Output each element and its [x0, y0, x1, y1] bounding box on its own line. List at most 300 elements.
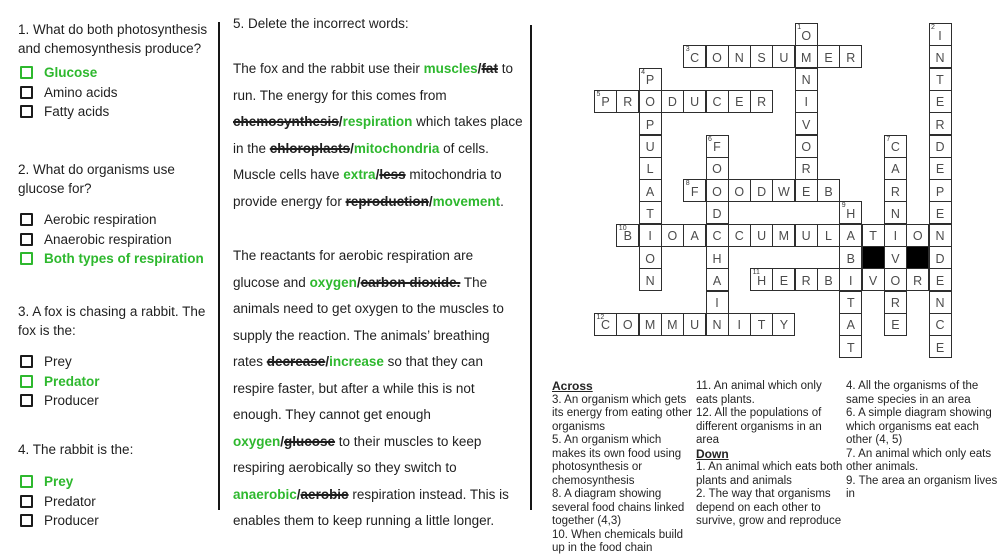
clue-number: 1 — [797, 24, 802, 31]
clue-text: 11. An animal which only eats plants. — [696, 380, 822, 406]
kept-word: extra — [343, 167, 376, 182]
crossword-cell[interactable] — [706, 313, 729, 336]
cell-letter: R — [801, 273, 811, 288]
crossword-cell[interactable] — [639, 246, 662, 269]
cloze-line — [233, 243, 509, 270]
crossword-cell[interactable] — [795, 179, 818, 202]
crossword-cell[interactable] — [795, 90, 818, 113]
cell-letter: C — [600, 318, 611, 333]
crossword-cell[interactable] — [639, 90, 662, 113]
checkbox-icon[interactable] — [20, 86, 33, 99]
crossword-cell[interactable] — [616, 90, 639, 113]
crossword-cell[interactable] — [639, 135, 662, 158]
crossword-cell[interactable] — [929, 112, 952, 135]
crossword-cell[interactable] — [728, 45, 751, 68]
cell-letter: W — [777, 184, 790, 199]
option-label: Prey — [44, 474, 74, 490]
cell-letter: P — [601, 95, 610, 110]
option-label: Predator — [44, 493, 96, 509]
cloze-line — [233, 323, 509, 350]
cell-letter: A — [846, 229, 855, 244]
crossword-cell[interactable] — [929, 224, 952, 247]
cell-letter: E — [891, 318, 900, 333]
option-row — [20, 249, 204, 269]
checkbox-icon[interactable] — [20, 355, 33, 368]
crossword-cell[interactable] — [772, 45, 795, 68]
clue-text: 1. An animal which eats both plants and animals — [696, 461, 843, 487]
column-divider-1 — [218, 22, 220, 510]
clue-text: 9. The area an organism lives in — [846, 474, 998, 500]
cell-letter: O — [622, 318, 633, 333]
checkbox-icon[interactable] — [20, 213, 33, 226]
deleted-word: reproduction — [345, 193, 429, 209]
crossword-cell[interactable] — [795, 157, 818, 180]
cell-letter: T — [646, 206, 654, 221]
cloze-text: Muscle cells have — [233, 167, 344, 182]
cloze-line — [233, 162, 523, 189]
clue-number: 8 — [685, 180, 690, 188]
crossword-cell[interactable] — [795, 23, 818, 46]
crossword-cell[interactable] — [750, 268, 773, 291]
crossword-cell[interactable] — [683, 179, 706, 202]
clues-heading-across: Across — [552, 379, 593, 393]
cloze-title: 5. Delete the incorrect words: — [233, 16, 409, 31]
cell-letter: O — [801, 28, 812, 43]
cloze-text: enables them to keep running a little longer. — [233, 513, 495, 528]
crossword-black-cell — [862, 246, 885, 269]
option-row — [20, 472, 99, 492]
crossword-cell[interactable] — [728, 90, 751, 113]
cell-letter: H — [757, 273, 767, 288]
word-separator: / — [428, 193, 433, 209]
crossword-cell[interactable] — [639, 157, 662, 180]
cell-letter: A — [891, 162, 900, 177]
question-text-2: 2. What do organisms use glucose for? — [18, 162, 175, 196]
crossword-cell[interactable] — [639, 179, 662, 202]
question-text-3: 3. A fox is chasing a rabbit. The fox is the: — [18, 304, 206, 338]
crossword-cell[interactable] — [616, 313, 639, 336]
checkbox-icon[interactable] — [20, 514, 33, 527]
cell-letter: D — [935, 251, 945, 266]
option-label: Amino acids — [44, 84, 118, 100]
cell-letter: S — [757, 50, 766, 65]
cell-letter: V — [891, 251, 900, 266]
cell-letter: V — [868, 273, 878, 288]
cell-letter: A — [690, 229, 699, 244]
question-options-1 — [20, 63, 118, 122]
cloze-text: of cells. — [439, 140, 489, 156]
option-row — [20, 492, 99, 512]
cell-letter: O — [890, 273, 901, 288]
crossword-cell[interactable] — [795, 268, 818, 291]
crossword-cell[interactable] — [661, 90, 684, 113]
cell-letter: E — [935, 206, 945, 221]
cloze-line — [233, 56, 523, 83]
cell-letter: C — [890, 140, 900, 154]
clue-number: 4 — [641, 68, 645, 76]
crossword-cell[interactable] — [929, 313, 952, 336]
cloze-text: respiring aerobically so they switch to — [233, 460, 457, 475]
word-separator: / — [296, 486, 301, 502]
crossword-cell[interactable] — [817, 179, 840, 202]
crossword-cell[interactable] — [639, 313, 662, 336]
cloze-text: which takes place — [412, 114, 523, 129]
crossword-cell[interactable] — [929, 291, 952, 314]
crossword-cell[interactable] — [750, 45, 773, 68]
crossword-cell[interactable] — [728, 224, 751, 247]
crossword-cell[interactable] — [728, 313, 751, 336]
option-label: Aerobic respiration — [44, 212, 157, 228]
crossword-cell[interactable] — [817, 45, 840, 68]
cell-letter: U — [779, 50, 789, 65]
crossword-cell[interactable] — [929, 179, 952, 202]
cloze-text: run. The energy for this comes from — [233, 87, 447, 103]
option-row — [20, 352, 100, 372]
crossword-cell[interactable] — [639, 224, 662, 247]
checkbox-icon[interactable] — [20, 252, 33, 265]
crossword-cell[interactable] — [817, 268, 840, 291]
crossword-cell[interactable] — [839, 224, 862, 247]
crossword-cell[interactable] — [884, 224, 907, 247]
cloze-text: to — [497, 61, 513, 76]
crossword-cell[interactable] — [772, 313, 795, 336]
cell-letter: I — [893, 229, 898, 244]
cloze-line — [233, 402, 509, 429]
deleted-word: less — [379, 167, 406, 182]
cell-letter: H — [712, 251, 722, 266]
cell-letter: N — [645, 273, 655, 288]
option-label: Fatty acids — [44, 104, 110, 120]
crossword-cell[interactable] — [639, 112, 662, 135]
crossword-cell[interactable] — [795, 112, 818, 135]
cloze-line — [233, 270, 509, 297]
clue-number: 2 — [931, 24, 935, 31]
cell-letter: N — [801, 73, 811, 88]
crossword-cell[interactable] — [683, 90, 706, 113]
clue-number: 5 — [596, 90, 601, 98]
clue-text: 7. An animal which only eats other animals. — [846, 447, 992, 473]
crossword-cell[interactable] — [839, 268, 862, 291]
crossword-cell[interactable] — [706, 246, 729, 269]
cell-letter: T — [757, 318, 766, 333]
cell-letter: O — [645, 95, 655, 110]
clue-text: 12. All the populations of different organisms in an area — [696, 407, 822, 446]
cloze-line — [233, 349, 509, 376]
crossword-cell[interactable] — [884, 313, 907, 336]
crossword-cell[interactable] — [750, 313, 773, 336]
cell-letter: E — [935, 95, 945, 110]
cell-letter: U — [690, 95, 700, 110]
cell-letter: T — [936, 73, 944, 88]
cell-letter: U — [645, 140, 655, 154]
crossword-cell[interactable] — [884, 246, 907, 269]
clues-heading-down: Down — [696, 446, 729, 461]
deleted-word: fat — [481, 61, 498, 76]
crossword-cell[interactable] — [929, 157, 952, 180]
cell-letter: P — [645, 117, 655, 132]
crossword-cell[interactable] — [706, 135, 729, 158]
cell-letter: M — [800, 50, 812, 65]
crossword-cell[interactable] — [750, 90, 773, 113]
cell-letter: E — [935, 162, 945, 177]
cell-letter: O — [734, 184, 745, 199]
cloze-line — [233, 455, 509, 482]
option-row — [20, 230, 204, 250]
crossword-cell[interactable] — [839, 246, 862, 269]
crossword-cell[interactable] — [639, 68, 662, 91]
cell-letter: O — [712, 184, 722, 199]
clue-text: 3. An organism which gets its energy from eating other organisms — [552, 393, 692, 433]
clue-text: 6. A simple diagram showing which organisms eat each other (4, 5) — [846, 407, 992, 446]
clue-text: 2. The way that organisms depend on each other to survive, grow and reproduce — [696, 488, 842, 527]
kept-word: mitochondria — [353, 140, 440, 156]
checkbox-icon[interactable] — [20, 233, 33, 246]
cloze-section — [233, 0, 533, 558]
cell-letter: I — [715, 296, 719, 311]
crossword-cell[interactable] — [594, 90, 617, 113]
crossword-cell[interactable] — [906, 268, 929, 291]
crossword-cell[interactable] — [639, 201, 662, 224]
cell-letter: C — [712, 229, 722, 244]
crossword-cell[interactable] — [929, 135, 952, 158]
crossword-cell[interactable] — [639, 268, 662, 291]
option-row — [20, 83, 118, 103]
crossword-cell[interactable] — [728, 179, 751, 202]
cloze-text: respire faster, but after a while this is not — [233, 380, 475, 396]
crossword-cell[interactable] — [706, 201, 729, 224]
word-separator: / — [280, 433, 285, 449]
cell-letter: D — [757, 184, 767, 199]
crossword-cell[interactable] — [683, 313, 706, 336]
crossword-cell[interactable] — [706, 90, 729, 113]
cell-letter: B — [846, 251, 855, 266]
crossword-cell[interactable] — [884, 268, 907, 291]
crossword-cell[interactable] — [884, 179, 907, 202]
kept-word: oxygen — [309, 274, 357, 290]
deleted-word: chemosynthesis — [233, 114, 339, 129]
cloze-text: . — [500, 193, 504, 209]
crossword-cell[interactable] — [683, 45, 706, 68]
cloze-text: The fox and the rabbit use their — [233, 61, 424, 76]
cell-letter: C — [690, 50, 700, 65]
column-divider-2 — [530, 25, 532, 510]
cell-letter: C — [935, 318, 945, 333]
cloze-text: respiration instead. This is — [348, 486, 509, 502]
crossword-cell[interactable] — [706, 157, 729, 180]
cloze-line — [233, 109, 523, 136]
deleted-word: carbon dioxide. — [360, 274, 461, 290]
cell-letter: R — [623, 95, 633, 110]
crossword-cell[interactable] — [929, 68, 952, 91]
crossword-cell[interactable] — [839, 335, 862, 358]
cell-letter: C — [712, 95, 722, 110]
cloze-line — [233, 376, 509, 403]
cell-letter: M — [667, 318, 678, 333]
cell-letter: N — [712, 318, 722, 333]
cell-letter: M — [644, 318, 656, 333]
cell-letter: O — [645, 251, 655, 266]
clue-number: 7 — [886, 135, 891, 143]
kept-word: increase — [329, 354, 384, 369]
cell-letter: O — [712, 162, 722, 177]
crossword-cell[interactable] — [795, 135, 818, 158]
cloze-text: supply the reaction. The animals’ breathing — [233, 327, 490, 343]
cloze-paragraph-1 — [233, 56, 523, 215]
cell-letter: N — [935, 229, 945, 244]
option-label: Predator — [44, 373, 100, 389]
cloze-text: glucose and — [233, 274, 310, 290]
checkbox-icon[interactable] — [20, 394, 33, 407]
cell-letter: U — [801, 229, 811, 244]
checkbox-icon[interactable] — [20, 475, 33, 488]
crossword-cell[interactable] — [839, 313, 862, 336]
clue-text: 5. An organism which makes its own food using photosynthesis or chemosynthesis — [552, 434, 682, 487]
option-row — [20, 372, 100, 392]
crossword-cell[interactable] — [839, 201, 862, 224]
cell-letter: L — [825, 229, 832, 244]
cell-letter: U — [690, 318, 700, 333]
cell-letter: R — [890, 296, 900, 311]
crossword-cell[interactable] — [616, 224, 639, 247]
crossword-cell[interactable] — [929, 90, 952, 113]
crossword-cell[interactable] — [817, 224, 840, 247]
crossword-cell[interactable] — [661, 313, 684, 336]
crossword-cell[interactable] — [706, 179, 729, 202]
kept-word: respiration — [342, 114, 413, 129]
crossword-cell[interactable] — [706, 268, 729, 291]
crossword-cell[interactable] — [884, 135, 907, 158]
crossword-cell[interactable] — [884, 201, 907, 224]
crossword-cell[interactable] — [706, 291, 729, 314]
cell-letter: R — [913, 273, 923, 288]
crossword-cell[interactable] — [772, 268, 795, 291]
checkbox-icon[interactable] — [20, 375, 33, 388]
crossword-cell[interactable] — [795, 45, 818, 68]
cell-letter: M — [778, 229, 790, 244]
crossword-cell[interactable] — [750, 224, 773, 247]
word-separator: / — [338, 114, 343, 129]
crossword-grid — [594, 23, 954, 359]
crossword-cell[interactable] — [929, 246, 952, 269]
crossword-cell[interactable] — [839, 45, 862, 68]
crossword-cell[interactable] — [594, 313, 617, 336]
cell-letter: C — [734, 229, 744, 244]
crossword-cell[interactable] — [772, 224, 795, 247]
crossword-cell[interactable] — [839, 291, 862, 314]
crossword-cell[interactable] — [929, 201, 952, 224]
cell-letter: E — [935, 340, 945, 355]
cell-letter: R — [890, 184, 900, 199]
clue-number: 9 — [841, 202, 846, 210]
crossword-cell[interactable] — [884, 291, 907, 314]
word-separator: / — [356, 274, 361, 290]
word-separator: / — [375, 167, 380, 182]
cell-letter: R — [846, 50, 856, 65]
cell-letter: I — [849, 273, 853, 288]
crossword-cell[interactable] — [906, 224, 929, 247]
crossword-cell[interactable] — [929, 335, 952, 358]
cloze-text: The — [460, 274, 488, 290]
crossword-cell[interactable] — [772, 179, 795, 202]
cell-letter: R — [801, 162, 811, 177]
word-separator: / — [325, 354, 330, 369]
cell-letter: E — [779, 273, 789, 288]
cell-letter: E — [802, 184, 811, 199]
cell-letter: H — [846, 206, 856, 221]
cell-letter: E — [735, 95, 744, 110]
question-text-4: 4. The rabbit is the: — [18, 442, 134, 457]
crossword-cell[interactable] — [795, 224, 818, 247]
cloze-line — [233, 508, 509, 535]
crossword-cell[interactable] — [929, 268, 952, 291]
option-row — [20, 102, 118, 122]
crossword-cell[interactable] — [795, 68, 818, 91]
cloze-text: The reactants for aerobic respiration are — [233, 248, 474, 263]
crossword-cell[interactable] — [706, 45, 729, 68]
clue-text: 10. When chemicals build up in the food chain — [552, 528, 684, 554]
deleted-word: chloroplasts — [269, 140, 351, 156]
cloze-text: in the — [233, 140, 270, 156]
clue-number: 12 — [596, 313, 605, 321]
crossword-cell[interactable] — [884, 157, 907, 180]
clue-number: 11 — [752, 269, 760, 277]
cell-letter: U — [757, 229, 767, 244]
crossword-cell[interactable] — [862, 268, 885, 291]
checkbox-icon[interactable] — [20, 66, 33, 79]
cell-letter: A — [645, 184, 655, 199]
kept-word: muscles — [423, 61, 478, 76]
clue-number: 6 — [708, 135, 712, 143]
cell-letter: E — [935, 273, 945, 288]
crossword-cell[interactable] — [706, 224, 729, 247]
clues-column-3 — [846, 380, 998, 502]
cell-letter: R — [935, 117, 945, 132]
cell-letter: O — [912, 229, 923, 244]
crossword-cell[interactable] — [683, 224, 706, 247]
option-label: Anaerobic respiration — [44, 231, 172, 247]
cloze-line — [233, 429, 509, 456]
option-label: Producer — [44, 393, 99, 409]
cloze-text: rates — [233, 354, 267, 369]
checkbox-icon[interactable] — [20, 495, 33, 508]
crossword-cell[interactable] — [929, 45, 952, 68]
crossword-cell[interactable] — [862, 224, 885, 247]
cell-letter: D — [712, 206, 722, 221]
cell-letter: A — [712, 273, 722, 288]
cloze-line — [233, 136, 523, 163]
clue-text: 4. All the organisms of the same species in an area — [846, 380, 979, 406]
cell-letter: D — [667, 95, 677, 110]
question-options-4 — [20, 472, 99, 531]
crossword-cell[interactable] — [929, 23, 952, 46]
option-label: Both types of respiration — [44, 251, 204, 267]
cell-letter: A — [846, 318, 855, 333]
cell-letter: N — [890, 206, 900, 221]
cell-letter: O — [801, 140, 812, 154]
kept-word: anaerobic — [233, 486, 297, 502]
cell-letter: N — [935, 50, 945, 65]
cell-letter: O — [712, 50, 722, 65]
crossword-cell[interactable] — [750, 179, 773, 202]
cloze-text: to their muscles to keep — [335, 433, 482, 449]
cell-letter: E — [824, 50, 833, 65]
kept-word: movement — [432, 193, 501, 209]
cell-letter: Y — [779, 318, 789, 333]
checkbox-icon[interactable] — [20, 105, 33, 118]
clue-text: 8. A diagram showing several food chains linked together (4,3) — [552, 488, 685, 527]
cell-letter: T — [846, 296, 855, 311]
crossword-cell[interactable] — [661, 224, 684, 247]
